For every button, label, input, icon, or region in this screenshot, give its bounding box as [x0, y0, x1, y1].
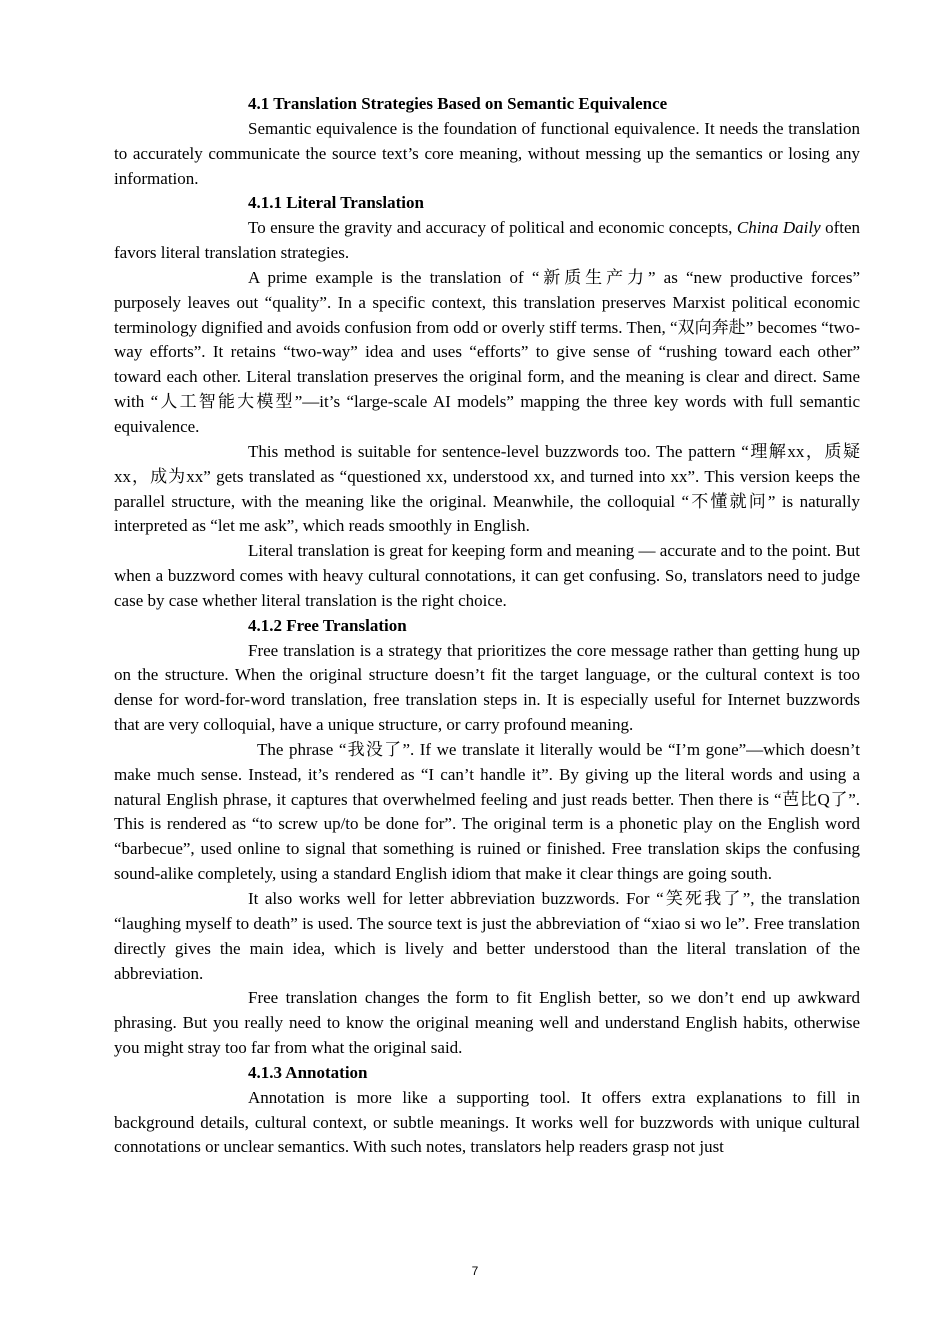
paragraph-free-summary: Free translation changes the form to fit English better, so we don’t end up awkward phrasing. But you really need to know the original meaning well and understand English habits, otherwise you might stray too far from what the original said.: [114, 988, 860, 1058]
literal-intro-text-b: often favors literal translation strategies.: [114, 218, 860, 263]
paragraph-annotation-intro: Annotation is more like a supporting tool. It offers extra explanations to fill in background details, cultural context, or subtle meanings. It works well for buzzwords with unique cultural connotations or unclear semantics. With such notes, translators help readers grasp not just: [114, 1087, 860, 1157]
page-number: 7: [471, 1264, 479, 1278]
newspaper-name: China Daily: [736, 218, 821, 238]
paragraph-free-intro: Free translation is a strategy that prioritizes the core message rather than getting hung up on the structure. When the original structure doesn’t fit the target language, or the cultural context is too dense for word-for-word translation, free translation steps in. It is especially useful for Internet buzzwords that are very colloquial, have a unique structure, or carry profound meaning.: [114, 640, 860, 735]
section-heading-4-1: 4.1 Translation Strategies Based on Semantic Equivalence: [248, 94, 668, 113]
paragraph-literal-examples: A prime example is the translation of “新质生产力” as “new productive forces” purposely leaves out “quality”. In a specific context, this translation preserves Marxist political economic terminology dignified and avoids confusion from odd or overly stiff terms. Then, “双向奔赴” becomes “two-way efforts”. It retains “two-way” idea and uses “efforts” to give sense of “rushing toward each other” toward each other. Literal translation preserves the original form, and the meaning is clear and direct. Same with “人工智能大模型”—it’s “large-scale AI models” mapping the three key words with full semantic equivalence.: [114, 267, 860, 436]
paragraph-literal-sentence-level: This method is suitable for sentence-level buzzwords too. The pattern “理解xx，质疑xx，成为xx” gets translated as “questioned xx, understood xx, and turned into xx”. This version keeps the parallel structure, with the meaning like the original. Meanwhile, the colloquial “不懂就问” is naturally interpreted as “let me ask”, which reads smoothly in English.: [114, 441, 860, 536]
page-body: [114, 92, 860, 1160]
section-heading-4-1-1: 4.1.1 Literal Translation: [248, 193, 424, 213]
section-heading-4-1-3: 4.1.3 Annotation: [248, 1062, 368, 1082]
paragraph-free-abbreviation: It also works well for letter abbreviation buzzwords. For “笑死我了”, the translation “laughing myself to death” is used. The source text is just the abbreviation of “xiao si wo le”. Free translation directly gives the main idea, which is lively and better understood than the literal translation of the abbreviation.: [114, 889, 860, 983]
paragraph-literal-intro: [114, 216, 860, 266]
paragraph-semantic-equivalence: Semantic equivalence is the foundation of functional equivalence. It needs the translation to accurately communicate the source text’s core meaning, without messing up the semantics or losing any information.: [114, 118, 860, 188]
section-heading-4-1-2: 4.1.2 Free Translation: [248, 615, 407, 635]
literal-intro-text-a: To ensure the gravity and accuracy of political and economic concepts,: [248, 218, 737, 238]
paragraph-literal-summary: Literal translation is great for keeping form and meaning — accurate and to the point. But when a buzzword comes with heavy cultural connotations, it can get confusing. So, translators need to judge case by case whether literal translation is the right choice.: [114, 541, 860, 610]
paragraph-free-examples: The phrase “我没了”. If we translate it literally would be “I’m gone”—which doesn’t make much sense. Instead, it’s rendered as “I can’t handle it”. By giving up the literal words and using a natural English phrase, it captures that overwhelmed feeling and just reads better. Then there is “芭比Q了”. This is rendered as “to screw up/to be done for”. The original term is a phonetic play on the English word “barbecue”, used online to signal that something is ruined or finished. Free translation skips the confusing sound-alike completely, using a standard English idiom that make it clear things are going south.: [114, 739, 860, 884]
